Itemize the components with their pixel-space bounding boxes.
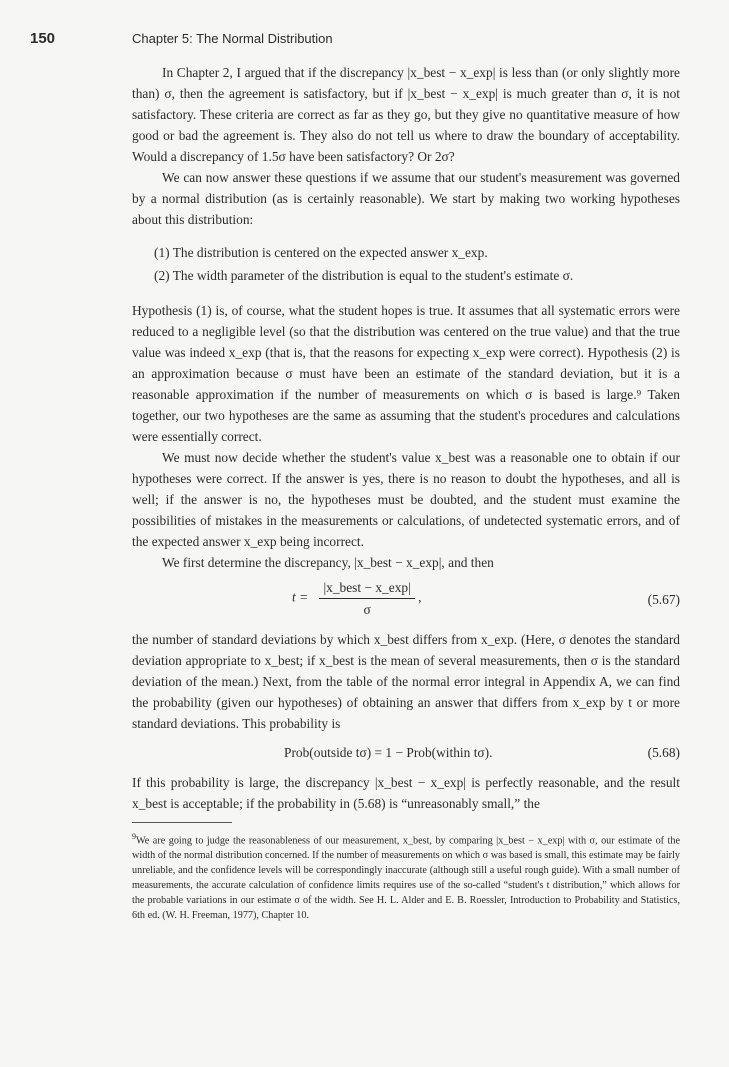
equation-number: (5.68) [647, 745, 680, 760]
footnote-divider [132, 822, 232, 823]
hypothesis-2: (2) The width parameter of the distribution is equal to the student's estimate σ. [154, 268, 574, 283]
paragraph-7: If this probability is large, the discrepancy |x_best − x_exp| is perfectly reasonable, and the result x_best is acceptable; if the probability in (5.68) is “unreasonably small,” the [132, 775, 680, 811]
footnote [132, 829, 680, 923]
page-number: 150 [30, 30, 56, 47]
equation-numerator: |x_best − x_exp| [319, 577, 414, 599]
paragraph-2: We can now answer these questions if we assume that our student's measurement was governed by a normal distribution (as is certainly reasonable). We start by making two working hypotheses about this distribution: [132, 170, 680, 227]
hypothesis-1: (1) The distribution is centered on the expected answer x_exp. [154, 245, 488, 260]
footnote-text: We are going to judge the reasonableness of our measurement, x_best, by comparing |x_best − x_exp| with σ, our estimate of the width of the normal distribution concerned. If the number of measurements on which σ was based is small, this estimate may be fairly unreliable, and the confidence levels will be correspondingly inaccurate (although still a useful rough guide). With a small number of measurements, the accurate calculation of confidence limits requires use of the so-called “student's t distribution,” which allows for the probable variations in our estimate σ of the width. See H. L. Alder and E. B. Roessler, Introduction to Probability and Statistics, 6th ed. (W. H. Freeman, 1977), Chapter 10. [132, 835, 680, 922]
paragraph-5: We first determine the discrepancy, |x_best − x_exp|, and then [162, 555, 494, 570]
page-header [30, 30, 689, 54]
paragraph-4: We must now decide whether the student's value x_best was a reasonable one to obtain if our hypotheses were correct. If the answer is yes, there is no reason to doubt the hypotheses, and all is well; if the answer is no, the hypotheses must be doubted, and the student must examine the possibilities of mistakes in the measurements or calculations, of undetected systematic errors, and of the expected answer x_exp being incorrect. [132, 450, 680, 549]
equation-number: (5.67) [647, 592, 680, 607]
equation-5-68 [132, 738, 680, 768]
equation-5-67 [132, 577, 680, 625]
equation-fraction [319, 577, 414, 620]
running-head: Chapter 5: The Normal Distribution [132, 31, 333, 46]
hypotheses-list [154, 242, 680, 286]
paragraph-6: the number of standard deviations by which x_best differs from x_exp. (Here, σ denotes the standard deviation appropriate to x_best; if x_best is the mean of several measurements, then σ is the standard deviation of the mean.) Next, from the table of the normal error integral in Appendix A, we can find the probability (given our hypotheses) of obtaining an answer that differs from x_exp by t or more standard deviations. This probability is [132, 632, 680, 731]
equation-tail: , [418, 589, 422, 605]
equation-denominator: σ [363, 602, 371, 617]
equation-lhs: t = [292, 589, 309, 605]
footnote-mark: 9 [132, 832, 136, 841]
page-body [132, 62, 680, 923]
paragraph-3: Hypothesis (1) is, of course, what the student hopes is true. It assumes that all systematic errors were reduced to a negligible level (so that the distribution was centered on the true value) and that the true value was indeed x_exp (that is, that the reasons for expecting x_exp were correct). Hypothesis (2) is an approximation because σ must have been an estimate of the standard deviation, but it is a reasonable approximation if the number of measurements on which σ is based is large.⁹ Taken together, our two hypotheses are the same as assuming that the student's procedures and calculations were essentially correct. [132, 303, 680, 444]
paragraph-1: In Chapter 2, I argued that if the discrepancy |x_best − x_exp| is less than (or only slightly more than) σ, then the agreement is satisfactory, but if |x_best − x_exp| is much greater than σ, it is not satisfactory. These criteria are correct as far as they go, but they give no quantitative measure of how good or bad the agreement is. They also do not tell us where to draw the boundary of acceptability. Would a discrepancy of 1.5σ have been satisfactory? Or 2σ? [132, 65, 680, 164]
equation-text: Prob(outside tσ) = 1 − Prob(within tσ). [284, 745, 493, 760]
